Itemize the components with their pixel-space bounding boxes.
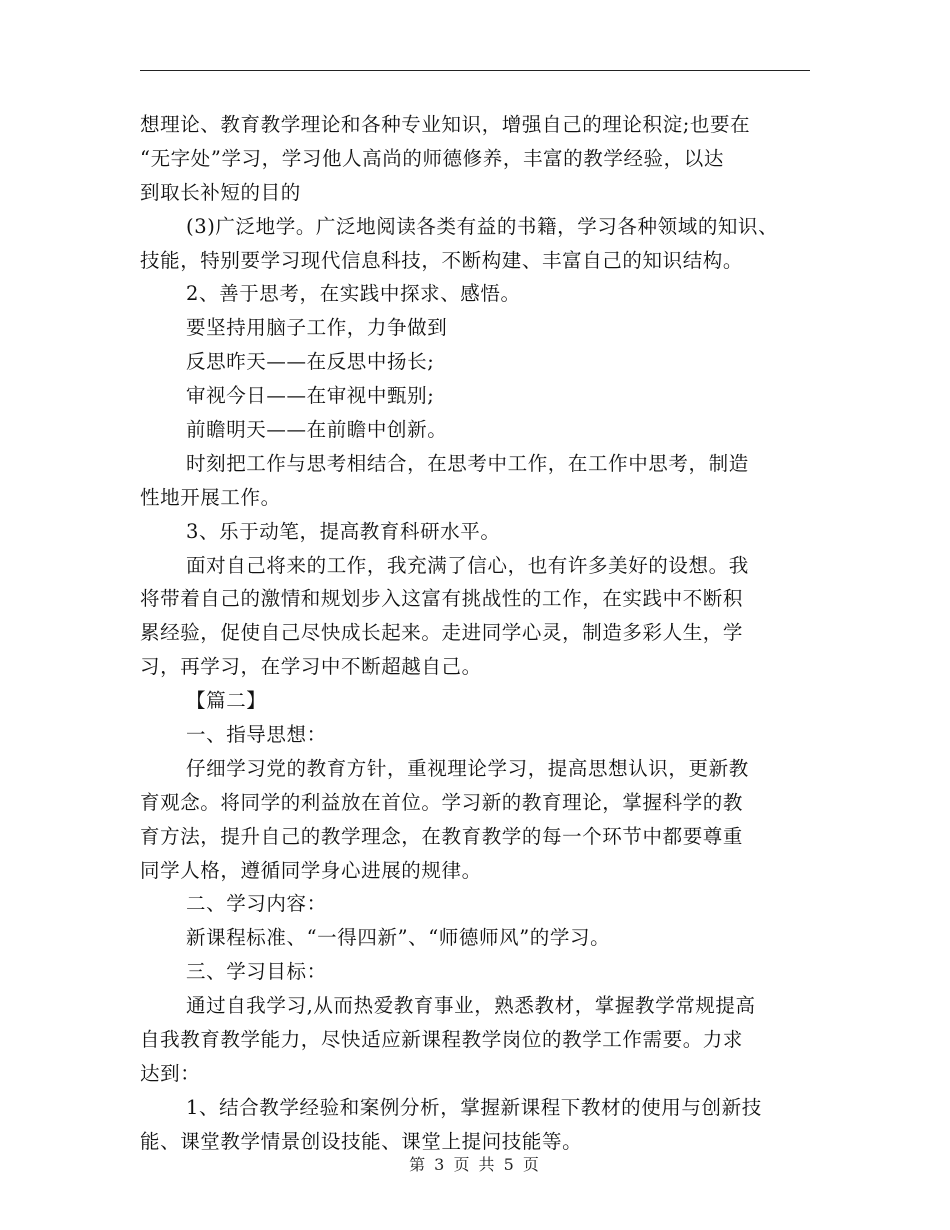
header-rule xyxy=(140,70,810,71)
text-line: (3)广泛地学。广泛地阅读各类有益的书籍，学习各种领域的知识、 xyxy=(186,214,779,238)
text-line: 1、结合教学经验和案例分析，掌握新课程下教材的使用与创新技 xyxy=(186,1095,762,1119)
text-line: 将带着自己的激情和规划步入这富有挑战性的工作，在实践中不断积 xyxy=(140,587,744,611)
text-line: 三、学习目标： xyxy=(186,960,327,984)
text-line: 同学人格，遵循同学身心进展的规律。 xyxy=(140,858,482,882)
text-line: 面对自己将来的工作，我充满了信心，也有许多美好的设想。我 xyxy=(186,553,749,577)
text-line: 能、课堂教学情景创设技能、课堂上提问技能等。 xyxy=(140,1129,583,1153)
text-line: “无字处”学习，学习他人高尚的师德修养，丰富的教学经验，以达 xyxy=(140,146,724,170)
text-line: 仔细学习党的教育方针，重视理论学习，提高思想认识，更新教 xyxy=(186,756,749,780)
text-line: 达到： xyxy=(140,1061,201,1085)
text-line: 习，再学习，在学习中不断超越自己。 xyxy=(140,655,482,679)
text-line: 二、学习内容： xyxy=(186,892,327,916)
text-line: 一、指导思想： xyxy=(186,723,327,747)
text-line: 育方法，提升自己的教学理念，在教育教学的每一个环节中都要尊重 xyxy=(140,824,744,848)
text-line: 想理论、教育教学理论和各种专业知识，增强自己的理论积淀;也要在 xyxy=(140,113,751,136)
text-line: 要坚持用脑子工作，力争做到 xyxy=(186,316,448,340)
text-line: 通过自我学习,从而热爱教育事业，熟悉教材，掌握教学常规提高 xyxy=(186,994,756,1018)
text-line: 育观念。将同学的利益放在首位。学习新的教育理论，掌握科学的教 xyxy=(140,790,744,814)
text-line: 时刻把工作与思考相结合，在思考中工作，在工作中思考，制造 xyxy=(186,451,749,475)
text-line: 【篇二】 xyxy=(186,689,267,713)
text-line: 3、乐于动笔，提高教育科研水平。 xyxy=(186,519,501,543)
text-line: 性地开展工作。 xyxy=(140,485,281,509)
body-text xyxy=(140,108,830,1159)
text-line: 自我教育教学能力，尽快适应新课程教学岗位的教学工作需要。力求 xyxy=(140,1028,744,1052)
text-line: 到取长补短的目的 xyxy=(140,180,301,204)
text-line: 2、善于思考，在实践中探求、感悟。 xyxy=(186,282,521,306)
text-line: 审视今日——在审视中甄别; xyxy=(186,384,435,408)
text-line: 技能，特别要学习现代信息科技，不断构建、丰富自己的知识结构。 xyxy=(140,248,744,272)
text-line: 累经验，促使自己尽快成长起来。走进同学心灵，制造多彩人生，学 xyxy=(140,621,744,645)
page-footer: 第 3 页 共 5 页 xyxy=(409,1155,541,1174)
text-line: 前瞻明天——在前瞻中创新。 xyxy=(186,418,448,442)
text-line: 反思昨天——在反思中扬长; xyxy=(186,350,435,374)
text-line: 新课程标准、“一得四新”、“师德师风”的学习。 xyxy=(186,926,611,950)
